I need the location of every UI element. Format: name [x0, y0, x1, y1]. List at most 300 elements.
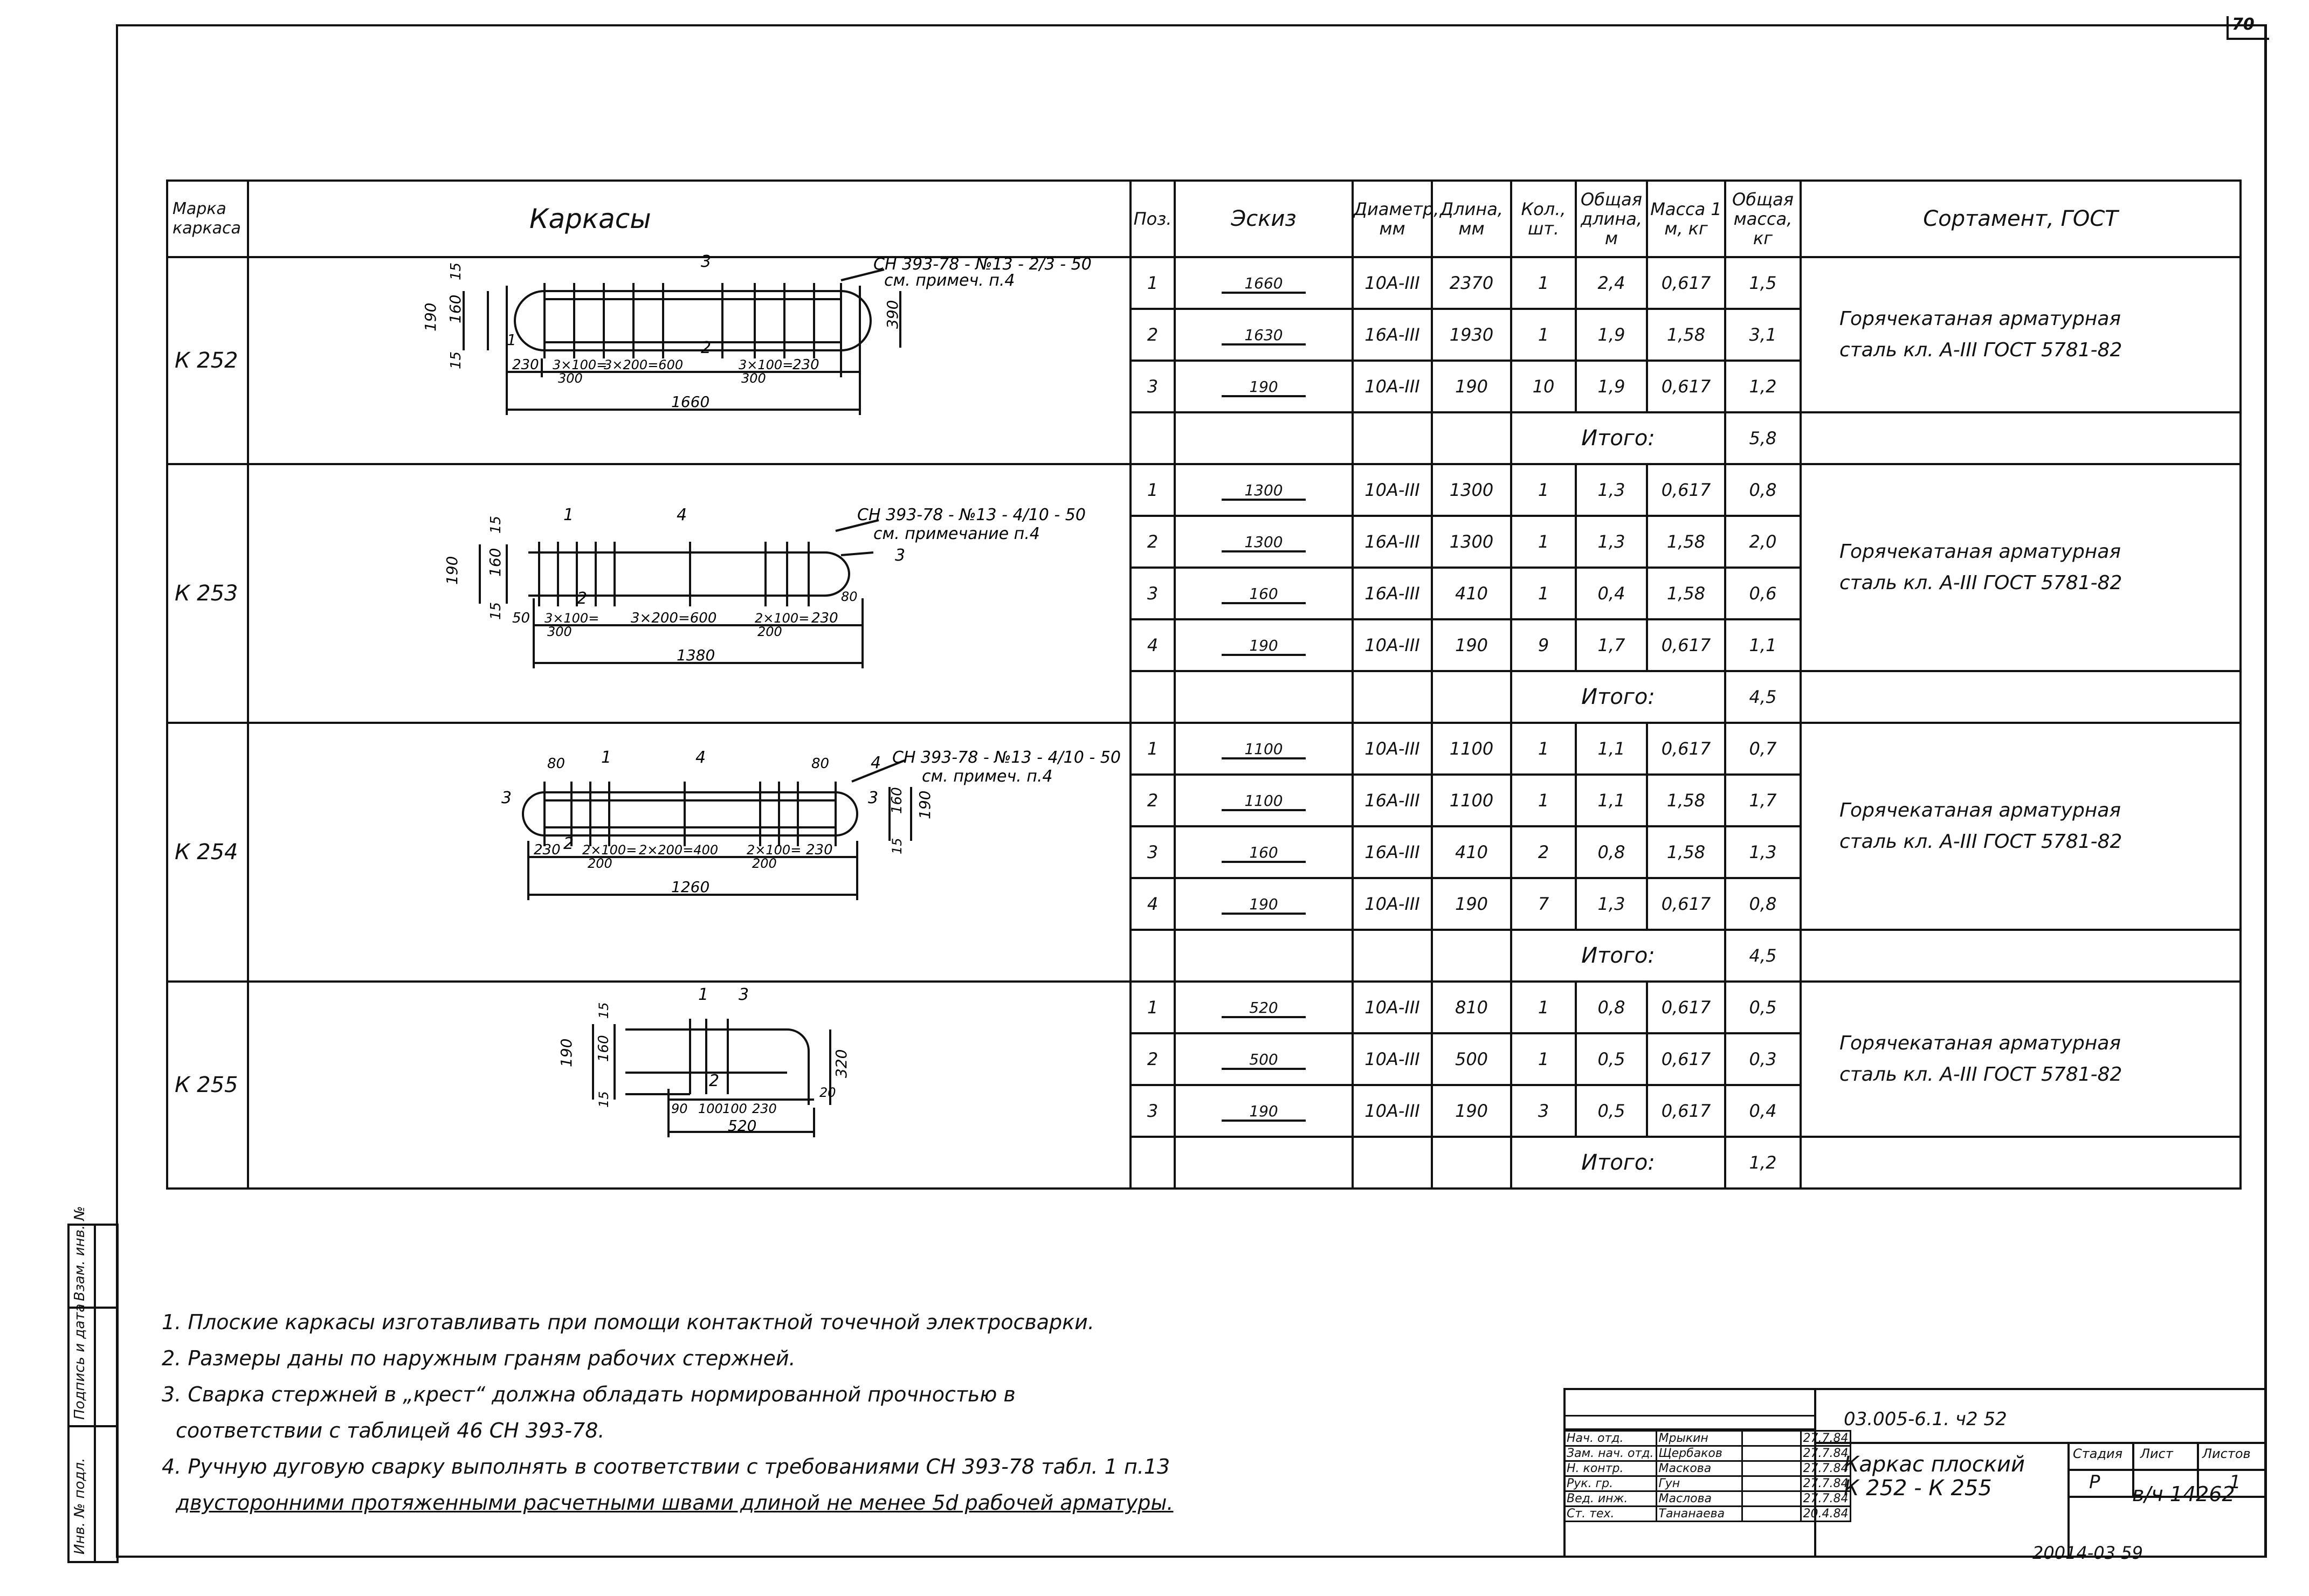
note-4-cont: двусторонними протяженными расчетными швами длиной не менее 5d рабочей арматуры.: [176, 1491, 1174, 1515]
frame-sortament: [1801, 257, 2241, 412]
cell-sketch: [1175, 464, 1353, 516]
cell-total-mass: 0,7: [1725, 723, 1801, 775]
cell-total-length: 1,3: [1576, 516, 1647, 568]
drawing-k255: [557, 985, 884, 1175]
sortament-line1: Горячекатаная арматурная: [1839, 308, 2121, 330]
k254-pos4: 4: [695, 748, 706, 767]
empty-cell: [1801, 671, 2241, 723]
k252-total: 1660: [671, 393, 710, 411]
empty-cell: [1175, 930, 1353, 982]
doc-name: [1844, 1453, 2025, 1500]
k254-dim5: 230: [806, 842, 833, 858]
itogo-label: Итого:: [1511, 671, 1725, 723]
cell-length: 1930: [1432, 309, 1511, 361]
cell-diameter: 16A-III: [1353, 516, 1432, 568]
cell-mass-per-m: 1,58: [1647, 309, 1725, 361]
k252-dim5: 230: [792, 357, 819, 373]
cell-poz: 2: [1131, 1033, 1175, 1085]
frame-mark: К 254: [167, 723, 248, 982]
sketch-bar: 500: [1222, 1052, 1306, 1070]
cell-total-length: 1,3: [1576, 464, 1647, 516]
k255-h1: 190: [557, 1038, 575, 1067]
k253-dim3: 2×100=: [755, 611, 810, 626]
cell-poz: 3: [1131, 361, 1175, 412]
k255-total: 520: [728, 1117, 757, 1135]
stage-header: Стадия: [2073, 1446, 2123, 1461]
k252-pos2: 2: [701, 338, 712, 357]
cell-qty: 1: [1511, 982, 1576, 1033]
signature-date: 27.7.84: [1801, 1431, 1851, 1446]
signature-row: [1564, 1491, 1851, 1507]
k253-weld-note: см. примечание п.4: [873, 524, 1040, 543]
k253-pos1: 1: [563, 506, 574, 524]
signature-name: Тананаева: [1656, 1507, 1742, 1522]
spec-row: [167, 982, 2241, 1033]
cell-poz: 1: [1131, 464, 1175, 516]
cell-length: 810: [1432, 982, 1511, 1033]
cell-diameter: 10A-III: [1353, 361, 1432, 412]
sortament-line1: Горячекатаная арматурная: [1839, 541, 2121, 563]
k252-dim4: 3×100=: [739, 357, 794, 372]
cell-total-length: 2,4: [1576, 257, 1647, 309]
itogo-value: 5,8: [1725, 412, 1801, 464]
cell-diameter: 10A-III: [1353, 982, 1432, 1033]
signature-role: Н. контр.: [1564, 1461, 1657, 1476]
cell-sketch: [1175, 878, 1353, 930]
cell-total-mass: 1,3: [1725, 826, 1801, 878]
sketch-bar: 160: [1222, 845, 1306, 863]
header-total-length: Общая длина, м: [1576, 181, 1647, 257]
k254-pos4b: 4: [871, 754, 881, 772]
k253-dim0: 50: [512, 610, 530, 626]
k253-h4: 15: [488, 602, 504, 620]
k252-dim4b: 300: [741, 371, 766, 386]
sketch-bar: 1630: [1222, 327, 1306, 346]
k254-total: 1260: [671, 878, 710, 896]
signature-date: 20.4.84: [1801, 1507, 1851, 1522]
header-mass-per-m: Масса 1 м, кг: [1647, 181, 1725, 257]
empty-cell: [1175, 412, 1353, 464]
k253-pos2: 2: [577, 589, 588, 608]
cell-poz: 4: [1131, 878, 1175, 930]
cell-length: 190: [1432, 1085, 1511, 1137]
cell-sketch: [1175, 1085, 1353, 1137]
signature-name: Маслова: [1656, 1491, 1742, 1507]
itogo-value: 4,5: [1725, 671, 1801, 723]
itogo-value: 1,2: [1725, 1137, 1801, 1189]
k254-top1: 80: [547, 756, 566, 772]
cell-mass-per-m: 0,617: [1647, 982, 1725, 1033]
signature-role: Вед. инж.: [1564, 1491, 1657, 1507]
k254-pos1: 1: [601, 748, 612, 767]
cell-total-length: 1,3: [1576, 878, 1647, 930]
drawing-k254: [496, 749, 1175, 932]
sheets-value: 1: [2229, 1471, 2241, 1493]
k254-dim2b: 200: [588, 856, 612, 871]
cell-total-mass: 1,2: [1725, 361, 1801, 412]
cell-sketch: [1175, 257, 1353, 309]
signature-date: 27.7.84: [1801, 1446, 1851, 1461]
cell-qty: 1: [1511, 1033, 1576, 1085]
cell-qty: 1: [1511, 568, 1576, 619]
header-karkasy: Каркасы: [248, 181, 1131, 257]
note-3: 3. Сварка стержней в „крест“ должна обладать нормированной прочностью в: [162, 1383, 1016, 1406]
cell-sketch: [1175, 982, 1353, 1033]
k253-dim3b: 200: [757, 624, 782, 639]
cell-total-length: 1,9: [1576, 309, 1647, 361]
k255-h5: 320: [832, 1049, 850, 1078]
empty-cell: [1801, 412, 2241, 464]
k253-h1: 190: [443, 556, 461, 585]
cell-qty: 1: [1511, 309, 1576, 361]
cell-sketch: [1175, 619, 1353, 671]
cell-total-mass: 0,8: [1725, 878, 1801, 930]
k253-dim2: 3×200=600: [631, 610, 717, 626]
signature-name: Щербаков: [1656, 1446, 1742, 1461]
cell-total-length: 0,4: [1576, 568, 1647, 619]
cell-qty: 1: [1511, 775, 1576, 826]
sketch-bar: 1100: [1222, 741, 1306, 759]
cell-poz: 3: [1131, 568, 1175, 619]
k252-dim1: 230: [512, 357, 539, 373]
signature-cell: [1742, 1431, 1801, 1446]
drawing-k252: [422, 252, 1164, 437]
k252-h3: 15: [448, 262, 464, 280]
sketch-bar: 1100: [1222, 793, 1306, 811]
empty-cell: [1175, 1137, 1353, 1189]
cell-diameter: 10A-III: [1353, 1085, 1432, 1137]
frame-mark: К 252: [167, 257, 248, 464]
cell-diameter: 10A-III: [1353, 1033, 1432, 1085]
frame-sortament: [1801, 723, 2241, 930]
note-2: 2. Размеры даны по наружным граням рабочих стержней.: [162, 1346, 796, 1370]
title-block-signatures: [1563, 1430, 1851, 1522]
signature-name: Маскова: [1656, 1461, 1742, 1476]
cell-sketch: [1175, 723, 1353, 775]
header-total-mass: Общая масса, кг: [1725, 181, 1801, 257]
k254-pos2: 2: [563, 834, 574, 853]
cell-sketch: [1175, 775, 1353, 826]
notes: [162, 1304, 1173, 1521]
note-1: 1. Плоские каркасы изготавливать при помощи контактной точечной электросварки.: [162, 1310, 1094, 1334]
k253-dim1b: 300: [547, 624, 572, 639]
sketch-bar: 190: [1222, 379, 1306, 397]
cell-sketch: [1175, 361, 1353, 412]
inventory-number: в/ч 14262: [2132, 1482, 2235, 1506]
cell-diameter: 10A-III: [1353, 878, 1432, 930]
cell-mass-per-m: 0,617: [1647, 361, 1725, 412]
k253-weld: СН 393-78 - №13 - 4/10 - 50: [857, 506, 1086, 524]
cell-total-mass: 1,5: [1725, 257, 1801, 309]
cell-total-length: 0,8: [1576, 826, 1647, 878]
cell-qty: 3: [1511, 1085, 1576, 1137]
signature-role: Нач. отд.: [1564, 1431, 1657, 1446]
cell-total-length: 1,7: [1576, 619, 1647, 671]
k252-pos1: 1: [507, 331, 516, 349]
side-stamp-inventory: Инв. № подл.: [72, 1457, 88, 1554]
cell-diameter: 10A-III: [1353, 619, 1432, 671]
cell-length: 410: [1432, 826, 1511, 878]
cell-diameter: 16A-III: [1353, 826, 1432, 878]
k255-dim2: 100: [698, 1101, 723, 1116]
cell-total-length: 1,9: [1576, 361, 1647, 412]
cell-length: 2370: [1432, 257, 1511, 309]
k254-h3: 15: [890, 838, 905, 854]
cell-diameter: 16A-III: [1353, 775, 1432, 826]
k252-dim3: 3×200=600: [604, 357, 684, 372]
cell-mass-per-m: 0,617: [1647, 1033, 1725, 1085]
k253-h5: 80: [841, 589, 858, 604]
k255-pos2: 2: [709, 1072, 720, 1090]
k255-dim4: 230: [752, 1101, 777, 1116]
cell-qty: 1: [1511, 257, 1576, 309]
signature-date: 27.7.84: [1801, 1461, 1851, 1476]
header-sortament: Сортамент, ГОСТ: [1801, 181, 2241, 257]
cell-poz: 1: [1131, 982, 1175, 1033]
cell-length: 1300: [1432, 464, 1511, 516]
k254-dim3: 2×200=400: [639, 842, 719, 858]
side-stamp: [67, 1206, 119, 1563]
cell-diameter: 10A-III: [1353, 723, 1432, 775]
cell-length: 190: [1432, 619, 1511, 671]
signature-date: 27.7.84: [1801, 1476, 1851, 1491]
cell-length: 410: [1432, 568, 1511, 619]
k252-weld: СН 393-78 - №13 - 2/3 - 50: [873, 255, 1092, 274]
sheet-header: Лист: [2140, 1446, 2173, 1461]
k255-h6: 20: [819, 1085, 836, 1100]
cell-mass-per-m: 0,617: [1647, 257, 1725, 309]
k252-dim2: 3×100=: [553, 357, 608, 372]
doc-name-line1: Каркас плоский: [1844, 1452, 2025, 1477]
k252-pos3: 3: [701, 252, 712, 271]
sortament-line1: Горячекатаная арматурная: [1839, 1032, 2121, 1054]
cell-total-length: 0,5: [1576, 1033, 1647, 1085]
cell-sketch: [1175, 568, 1353, 619]
cell-total-length: 1,1: [1576, 775, 1647, 826]
cell-mass-per-m: 0,617: [1647, 878, 1725, 930]
signature-role: Зам. нач. отд.: [1564, 1446, 1657, 1461]
empty-cell: [1801, 930, 2241, 982]
side-stamp-replace: Взам. инв. №: [72, 1206, 88, 1301]
cell-poz: 1: [1131, 257, 1175, 309]
cell-qty: 1: [1511, 464, 1576, 516]
k254-dim4b: 200: [752, 856, 777, 871]
signature-row: [1564, 1461, 1851, 1476]
cell-poz: 3: [1131, 1085, 1175, 1137]
note-4: 4. Ручную дуговую сварку выполнять в соответствии с требованиями СН 393-78 табл. 1 п.13: [162, 1455, 1170, 1478]
cell-total-mass: 2,0: [1725, 516, 1801, 568]
signature-cell: [1742, 1491, 1801, 1507]
doc-code: 03.005-6.1. ч2 52: [1844, 1408, 2007, 1430]
signature-cell: [1742, 1507, 1801, 1522]
signature-row: [1564, 1476, 1851, 1491]
doc-name-line2: К 252 - К 255: [1844, 1476, 1992, 1501]
k255-pos1: 1: [698, 985, 709, 1004]
k254-h1: 190: [916, 790, 934, 819]
cell-length: 1300: [1432, 516, 1511, 568]
signature-cell: [1742, 1461, 1801, 1476]
cell-qty: 7: [1511, 878, 1576, 930]
empty-cell: [1353, 930, 1432, 982]
sheets-header: Листов: [2202, 1446, 2251, 1461]
sortament-line2: сталь кл. A-III ГОСТ 5781-82: [1839, 831, 2122, 853]
empty-cell: [1353, 412, 1432, 464]
stage-value: Р: [2089, 1471, 2100, 1493]
bottom-number: 20014-03 59: [2032, 1543, 2143, 1563]
cell-mass-per-m: 1,58: [1647, 516, 1725, 568]
header-poz: Поз.: [1131, 181, 1175, 257]
cell-total-mass: 0,5: [1725, 982, 1801, 1033]
k254-dim2: 2×100=: [582, 842, 637, 858]
k252-h4: 15: [448, 351, 464, 369]
cell-mass-per-m: 0,617: [1647, 1085, 1725, 1137]
empty-cell: [1131, 930, 1175, 982]
cell-total-length: 1,1: [1576, 723, 1647, 775]
k254-h2: 160: [889, 787, 905, 814]
spec-row: [167, 723, 2241, 775]
signature-row: [1564, 1446, 1851, 1461]
cell-poz: 2: [1131, 775, 1175, 826]
cell-length: 1100: [1432, 775, 1511, 826]
sketch-bar: 1300: [1222, 482, 1306, 501]
sketch-bar: 1300: [1222, 534, 1306, 552]
cell-qty: 9: [1511, 619, 1576, 671]
cell-length: 500: [1432, 1033, 1511, 1085]
signature-name: Гун: [1656, 1476, 1742, 1491]
sheet-number: 70: [2232, 15, 2255, 34]
sketch-bar: 160: [1222, 586, 1306, 604]
empty-cell: [1432, 930, 1511, 982]
drawing-k253: [443, 506, 1164, 690]
sketch-bar: 520: [1222, 1000, 1306, 1018]
sortament-line2: сталь кл. A-III ГОСТ 5781-82: [1839, 572, 2122, 594]
signature-row: [1564, 1431, 1851, 1446]
k253-h2: 160: [486, 548, 504, 577]
empty-cell: [1432, 671, 1511, 723]
header-marka: Марка каркаса: [167, 181, 248, 257]
signature-role: Рук. гр.: [1564, 1476, 1657, 1491]
cell-qty: 10: [1511, 361, 1576, 412]
empty-cell: [1432, 412, 1511, 464]
cell-qty: 1: [1511, 723, 1576, 775]
cell-mass-per-m: 0,617: [1647, 464, 1725, 516]
sortament-line2: сталь кл. A-III ГОСТ 5781-82: [1839, 339, 2122, 361]
sketch-bar: 190: [1222, 1103, 1306, 1122]
k252-weld-note: см. примеч. п.4: [884, 271, 1015, 290]
cell-total-length: 0,5: [1576, 1085, 1647, 1137]
cell-diameter: 16A-III: [1353, 309, 1432, 361]
k254-dim4: 2×100=: [747, 842, 802, 858]
k255-h2: 160: [596, 1035, 612, 1062]
cell-poz: 1: [1131, 723, 1175, 775]
empty-cell: [1175, 671, 1353, 723]
sketch-bar: 190: [1222, 638, 1306, 656]
itogo-value: 4,5: [1725, 930, 1801, 982]
k255-dim3: 100: [722, 1101, 747, 1116]
cell-total-mass: 3,1: [1725, 309, 1801, 361]
cell-poz: 4: [1131, 619, 1175, 671]
cell-mass-per-m: 1,58: [1647, 568, 1725, 619]
frame-sortament: [1801, 982, 2241, 1137]
k255-pos3: 3: [739, 985, 749, 1004]
k253-dim1: 3×100=: [544, 611, 599, 626]
cell-total-mass: 0,3: [1725, 1033, 1801, 1085]
k253-pos3: 3: [895, 546, 906, 565]
signature-name: Мрыкин: [1656, 1431, 1742, 1446]
k252-h1: 190: [422, 302, 439, 331]
cell-length: 1100: [1432, 723, 1511, 775]
cell-total-mass: 1,1: [1725, 619, 1801, 671]
sortament-line2: сталь кл. A-III ГОСТ 5781-82: [1839, 1063, 2122, 1086]
k255-h4: 15: [596, 1091, 611, 1108]
signature-cell: [1742, 1446, 1801, 1461]
cell-qty: 1: [1511, 516, 1576, 568]
k254-weld-note: см. примеч. п.4: [922, 767, 1053, 786]
k253-total: 1380: [677, 646, 715, 664]
signature-date: 27.7.84: [1801, 1491, 1851, 1507]
cell-total-length: 0,8: [1576, 982, 1647, 1033]
cell-length: 190: [1432, 361, 1511, 412]
k252-h2: 160: [446, 294, 464, 323]
sketch-bar: 1660: [1222, 275, 1306, 294]
frame-mark: К 253: [167, 464, 248, 723]
cell-sketch: [1175, 1033, 1353, 1085]
frame-mark: К 255: [167, 982, 248, 1189]
k254-weld: СН 393-78 - №13 - 4/10 - 50: [892, 748, 1121, 767]
header-eskiz: Эскиз: [1175, 181, 1353, 257]
cell-sketch: [1175, 826, 1353, 878]
header-qty: Кол., шт.: [1511, 181, 1576, 257]
cell-length: 190: [1432, 878, 1511, 930]
empty-cell: [1353, 671, 1432, 723]
side-stamp-signature: Подпись и дата: [72, 1303, 88, 1420]
cell-mass-per-m: 0,617: [1647, 619, 1725, 671]
sketch-bar: 190: [1222, 896, 1306, 915]
cell-sketch: [1175, 309, 1353, 361]
cell-poz: 2: [1131, 516, 1175, 568]
empty-cell: [1131, 1137, 1175, 1189]
cell-diameter: 10A-III: [1353, 257, 1432, 309]
k255-dim1: 90: [671, 1101, 688, 1116]
k254-pos3: 3: [501, 789, 512, 807]
cell-diameter: 10A-III: [1353, 464, 1432, 516]
cell-poz: 3: [1131, 826, 1175, 878]
header-diameter: Диаметр, мм: [1353, 181, 1432, 257]
cell-total-mass: 0,4: [1725, 1085, 1801, 1137]
frame-sortament: [1801, 464, 2241, 671]
empty-cell: [1432, 1137, 1511, 1189]
k252-dim2b: 300: [558, 371, 583, 386]
k254-top2: 80: [811, 756, 830, 772]
cell-poz: 2: [1131, 309, 1175, 361]
itogo-label: Итого:: [1511, 930, 1725, 982]
cell-qty: 2: [1511, 826, 1576, 878]
title-block: [1563, 1388, 2267, 1558]
cell-mass-per-m: 0,617: [1647, 723, 1725, 775]
empty-cell: [1801, 1137, 2241, 1189]
cell-mass-per-m: 1,58: [1647, 826, 1725, 878]
cell-sketch: [1175, 516, 1353, 568]
k253-dim4: 230: [811, 610, 838, 626]
signature-role: Ст. тех.: [1564, 1507, 1657, 1522]
cell-total-mass: 1,7: [1725, 775, 1801, 826]
signature-cell: [1742, 1476, 1801, 1491]
note-3-cont: соответствии с таблицей 46 СН 393-78.: [176, 1419, 605, 1442]
k255-h3: 15: [596, 1002, 611, 1019]
cell-diameter: 16A-III: [1353, 568, 1432, 619]
cell-mass-per-m: 1,58: [1647, 775, 1725, 826]
k252-h5: 390: [884, 300, 901, 329]
